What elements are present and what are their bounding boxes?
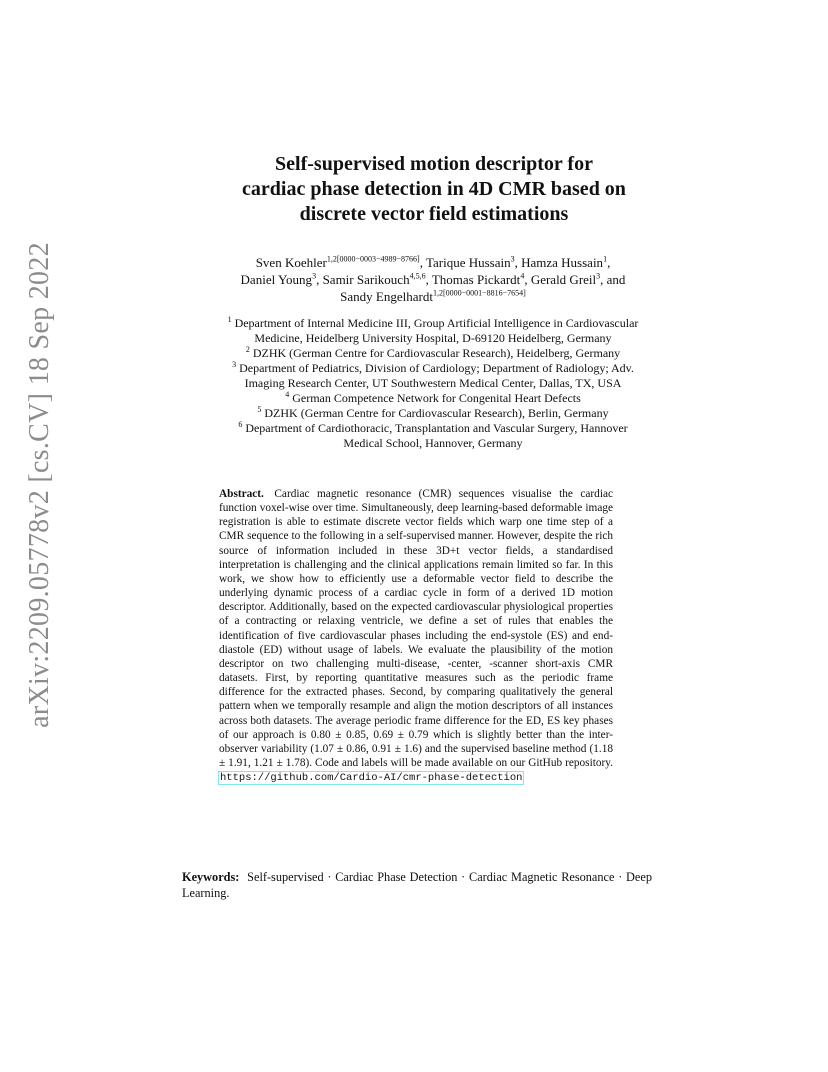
author-name: Thomas Pickardt	[431, 272, 521, 287]
affiliation-number: 5	[257, 405, 262, 414]
affiliation-text: Department of Cardiothoracic, Transplantation and Vascular Surgery, Hannover	[245, 421, 628, 435]
author	[256, 255, 426, 270]
author-name: Samir Sarikouch	[322, 272, 410, 287]
affiliation	[170, 361, 696, 391]
affiliation	[170, 391, 696, 406]
author-separator: ,	[425, 272, 432, 287]
github-repository-link[interactable]: https://github.com/Cardio-AI/cmr-phase-detection	[220, 772, 523, 785]
author	[241, 272, 323, 287]
affiliation-text: Department of Pediatrics, Division of Cardiology; Department of Radiology; Adv.	[239, 361, 634, 375]
affiliation	[170, 421, 696, 451]
keywords-label: Keywords:	[182, 870, 240, 884]
abstract-label: Abstract.	[219, 488, 264, 500]
author	[340, 289, 526, 304]
author	[432, 272, 531, 287]
author-separator: ,	[524, 272, 531, 287]
affiliation-text: DZHK (German Centre for Cardiovascular Research), Heidelberg, Germany	[252, 346, 621, 360]
affiliation-list	[170, 316, 696, 451]
author-name: Tarique Hussain	[425, 255, 511, 270]
author	[426, 255, 521, 270]
affiliation-text: DZHK (German Centre for Cardiovascular Research), Berlin, Germany	[264, 406, 609, 420]
title-line: Self-supervised motion descriptor for	[275, 153, 593, 175]
title-line: cardiac phase detection in 4D CMR based on	[242, 178, 626, 200]
abstract	[219, 487, 613, 785]
author-affiliation-marker: 3	[510, 254, 515, 264]
keywords	[182, 869, 652, 901]
author-affiliation-marker: 1,2[0000−0001−8816−7654]	[432, 288, 526, 298]
affiliation-number: 4	[285, 390, 290, 399]
author-name: Sandy Engelhardt	[340, 289, 433, 304]
arxiv-identifier-text: arXiv:2209.05778v2 [cs.CV] 18 Sep 2022	[24, 242, 55, 728]
author-affiliation-marker: 1,2[0000−0003−4989−8766]	[326, 254, 420, 264]
keywords-text: Self-supervised · Cardiac Phase Detection · Cardiac Magnetic Resonance · Deep Learning.	[182, 870, 652, 900]
author-affiliation-marker: 4,5,6	[409, 271, 426, 281]
author-separator: ,	[316, 272, 323, 287]
affiliation	[170, 316, 696, 346]
affiliation	[170, 406, 696, 421]
arxiv-identifier-stamp	[20, 242, 60, 728]
affiliation-number: 2	[245, 345, 250, 354]
author-affiliation-marker: 3	[312, 271, 317, 281]
paper-title	[150, 152, 718, 227]
affiliation-number: 1	[227, 315, 232, 324]
author-affiliation-marker: 1	[603, 254, 608, 264]
author-name: Daniel Young	[240, 272, 313, 287]
author-separator: ,	[514, 255, 522, 270]
author-affiliation-marker: 3	[596, 271, 601, 281]
author-separator: ,	[607, 255, 611, 270]
author	[521, 255, 610, 270]
affiliation-number: 6	[238, 420, 243, 429]
author-name: Gerald Greil	[530, 272, 597, 287]
author-separator: , and	[600, 272, 626, 287]
author	[323, 272, 432, 287]
author-name: Hamza Hussain	[521, 255, 604, 270]
author-name: Sven Koehler	[255, 255, 327, 270]
affiliation-text: Imaging Research Center, UT Southwestern Medical Center, Dallas, TX, USA	[244, 376, 622, 390]
affiliation-number: 3	[232, 360, 237, 369]
author-separator: ,	[419, 255, 426, 270]
author-affiliation-marker: 4	[520, 271, 525, 281]
affiliation-text: German Competence Network for Congenital Heart Defects	[292, 391, 581, 405]
affiliation-text: Medical School, Hannover, Germany	[343, 436, 523, 450]
author	[531, 272, 626, 287]
affiliation-text: Department of Internal Medicine III, Group Artificial Intelligence in Cardiovascular	[234, 316, 639, 330]
author-list	[170, 254, 696, 305]
affiliation-text: Medicine, Heidelberg University Hospital, D-69120 Heidelberg, Germany	[254, 331, 612, 345]
affiliation	[170, 346, 696, 361]
abstract-body: Cardiac magnetic resonance (CMR) sequences visualise the cardiac function voxel-wise over time. Simultaneously, deep learning-based deformable image registration is able to estimate discrete vector fields which warp one time step of a CMR sequence to the following in a self-supervised manner. However, despite the rich source of information included in these 3D+t vector fields, a standardised interpretation is challenging and the clinical applications remain limited so far. In this work, we show how to efficiently use a deformable vector field to describe the underlying dynamic process of a cardiac cycle in form of a derived 1D motion descriptor. Additionally, based on the expected cardiovascular physiological properties of a contracting or relaxing ventricle, we define a set of rules that enables the identification of five cardiovascular phases including the end-systole (ES) and end-diastole (ED) without usage of labels. We evaluate the plausibility of the motion descriptor on two challenging multi-disease, -center, -scanner short-axis CMR datasets. First, by reporting quantitative measures such as the periodic frame difference for the extracted phases. Second, by comparing qualitatively the general pattern when we temporally resample and align the motion descriptors of all instances across both datasets. The average periodic frame difference for the ED, ES key phases of our approach is 0.80 ± 0.85, 0.69 ± 0.79 which is slightly better than the inter-observer variability (1.07 ± 0.86, 0.91 ± 1.6) and the supervised baseline method (1.18 ± 1.91, 1.21 ± 1.78). Code and labels will be made available on our GitHub repository.	[219, 488, 613, 769]
title-line: discrete vector field estimations	[299, 203, 569, 225]
